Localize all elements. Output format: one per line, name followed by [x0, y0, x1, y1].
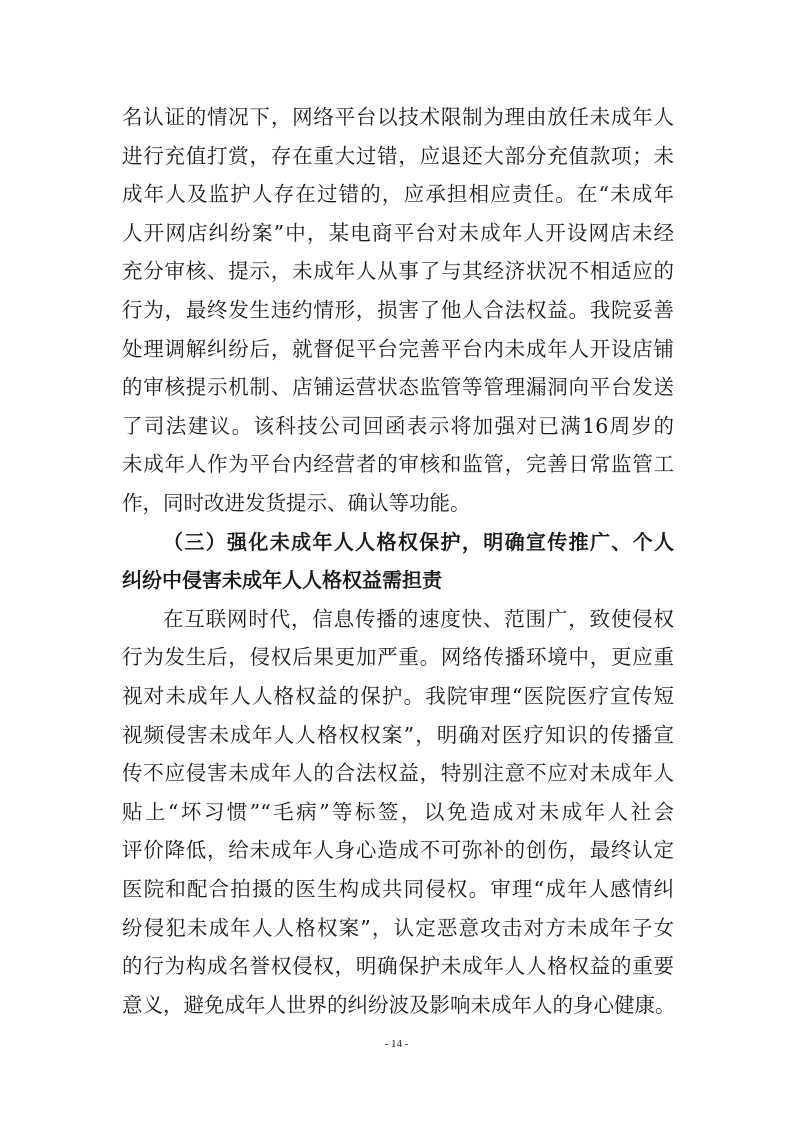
text-line: 人开网店纠纷案”中，某电商平台对未成年人开设网店未经 [122, 220, 674, 245]
text-line: 评价降低，给未成年人身心造成不可弥补的创伤，最终认定 [122, 838, 674, 863]
text-line: 视对未成年人人格权益的保护。我院审理“医院医疗宣传短 [122, 684, 674, 708]
text-line: 的行为构成名誉权侵权，明确保护未成年人人格权益的重要 [122, 954, 674, 979]
text-line: 进行充值打赏，存在重大过错，应退还大部分充值款项；未 [122, 143, 674, 168]
text-line: 纷侵犯未成年人人格权案”，认定恶意攻击对方未成年子女 [122, 915, 674, 940]
text-line: 行为发生后，侵权后果更加严重。网络传播环境中，更应重 [122, 645, 674, 670]
page-number: - 14 - [384, 1038, 409, 1050]
text-line: 行为，最终发生违约情形，损害了他人合法权益。我院妥善 [122, 298, 674, 322]
text-line: 了司法建议。该科技公司回函表示将加强对已满16周岁的 [122, 413, 674, 438]
text-line: 医院和配合拍摄的医生构成共同侵权。审理“成年人感情纠 [122, 877, 674, 901]
text-line: 处理调解纠纷后，就督促平台完善平台内未成年人开设店铺 [122, 336, 674, 361]
text-line: 充分审核、提示，未成年人从事了与其经济状况不相适应的 [122, 259, 674, 284]
text-line: 贴上“坏习惯”“毛病”等标签，以免造成对未成年人社会 [122, 799, 674, 824]
text-line: 传不应侵害未成年人的合法权益，特别注意不应对未成年人 [122, 761, 674, 786]
section-heading: （三）强化未成年人人格权保护，明确宣传推广、个人 [163, 529, 674, 554]
text-line: 作，同时改进发货提示、确认等功能。 [122, 491, 471, 515]
text-line: 成年人及监护人存在过错的，应承担相应责任。在“未成年 [122, 182, 674, 207]
text-line: 在互联网时代，信息传播的速度快、范围广，致使侵权 [163, 606, 674, 631]
text-line: 意义，避免成年人世界的纠纷波及影响未成年人的身心健康。 [122, 992, 676, 1017]
text-line: 视频侵害未成年人人格权权案”，明确对医疗知识的传播宣 [122, 722, 674, 747]
text-line: 名认证的情况下，网络平台以技术限制为理由放任未成年人 [122, 105, 674, 129]
section-heading: 纠纷中侵害未成年人人格权益需担责 [122, 568, 442, 593]
text-line: 未成年人作为平台内经营者的审核和监管，完善日常监管工 [122, 452, 674, 477]
text-line: 的审核提示机制、店铺运营状态监管等管理漏洞向平台发送 [122, 375, 674, 400]
